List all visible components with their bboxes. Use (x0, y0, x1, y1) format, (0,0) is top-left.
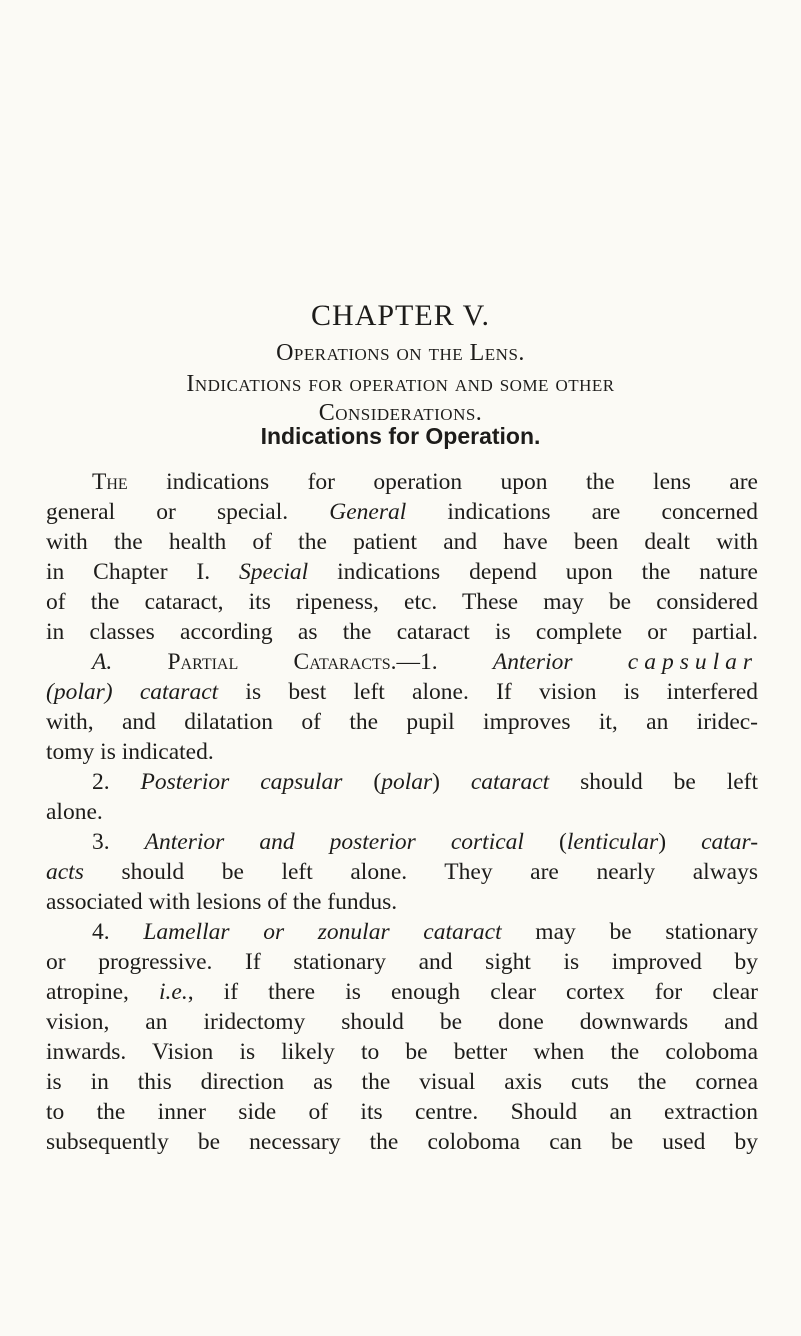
section-heading: Indications for Operation. (260, 423, 541, 449)
paragraph-line (46, 679, 758, 706)
paragraph-line: of the cataract, its ripeness, etc. These may be considered (46, 589, 758, 615)
italic-term: Posterior capsular (140, 769, 343, 795)
text-run: .—1. (390, 649, 493, 675)
paragraph-line (92, 649, 758, 676)
text-run: , if there is enough clear cortex for clear (187, 979, 758, 1005)
text-run: indications are concerned (406, 499, 758, 525)
italic-term: Anterior and posterior cortical (144, 829, 524, 855)
text-run: indications for operation upon the lens are (127, 469, 758, 495)
paragraph-line (46, 979, 758, 1006)
text-run: ( (523, 829, 567, 855)
paragraph-line (92, 919, 758, 946)
paragraph-line (92, 769, 758, 796)
smallcaps-term: Partial Cataracts (112, 649, 391, 675)
italic-term: polar (381, 769, 433, 795)
text-run: should be left (549, 769, 759, 795)
text-run: may be stationary (501, 919, 758, 945)
text-run: atropine, (46, 979, 159, 1005)
text-run: ) (658, 829, 702, 855)
italic-term: A. (92, 649, 113, 675)
paragraph-line: associated with lesions of the fundus. (46, 889, 398, 915)
italic-term: Special (239, 559, 309, 585)
italic-term: cataract (470, 769, 550, 795)
italic-term: i.e. (158, 979, 188, 1005)
italic-term: General (329, 499, 407, 525)
paragraph-line: is in this direction as the visual axis cuts the cornea (46, 1069, 758, 1095)
text-run: ( (342, 769, 382, 795)
chapter-heading: CHAPTER V. (311, 299, 490, 332)
paragraph-line: alone. (46, 799, 103, 825)
italic-term: (polar) cataract (46, 679, 219, 705)
text-run: 2. (92, 769, 141, 795)
text-run: 3. (92, 829, 145, 855)
italic-term: acts (46, 859, 84, 885)
lead-word: The (92, 469, 128, 495)
paragraph-line: or progressive. If stationary and sight is improved by (46, 949, 758, 975)
paragraph-line: tomy is indicated. (46, 739, 214, 765)
text-run: ) (432, 769, 471, 795)
italic-term: lenticular (566, 829, 659, 855)
text-run: is best left alone. If vision is interfered (218, 679, 758, 705)
paragraph-line: in classes according as the cataract is complete or partial. (46, 619, 758, 645)
paragraph-line: to the inner side of its centre. Should an extraction (46, 1099, 758, 1125)
paragraph-line: inwards. Vision is likely to be better when the coloboma (46, 1039, 758, 1065)
text-run: should be left alone. They are nearly always (83, 859, 758, 885)
chapter-title: Operations on the Lens. (276, 340, 525, 366)
text-run: 4. (92, 919, 144, 945)
paragraph-line (46, 499, 758, 526)
paragraph-line (92, 829, 758, 856)
paragraph-line: vision, an iridectomy should be done downwards and (46, 1009, 758, 1035)
text-run: in Chapter I. (46, 559, 240, 585)
italic-term: Lamellar or zonular cataract (143, 919, 502, 945)
text-run: indications depend upon the nature (308, 559, 758, 585)
paragraph-line (92, 469, 758, 496)
paragraph-line: with, and dilatation of the pupil improves it, an iridec- (46, 709, 758, 735)
paragraph-line: with the health of the patient and have been dealt with (46, 529, 758, 555)
italic-term: catar- (701, 829, 759, 855)
section-subtitle-line-1: Indications for operation and some other (186, 371, 615, 397)
paragraph-line (46, 859, 758, 886)
text-run: general or special. (46, 499, 330, 525)
spaced-italic-term: capsular (627, 649, 759, 675)
section-subtitle-line-2: Considerations. (318, 400, 483, 426)
paragraph-line (46, 559, 758, 586)
italic-term: Anterior (492, 649, 628, 675)
paragraph-line: subsequently be necessary the coloboma can be used by (46, 1129, 758, 1155)
